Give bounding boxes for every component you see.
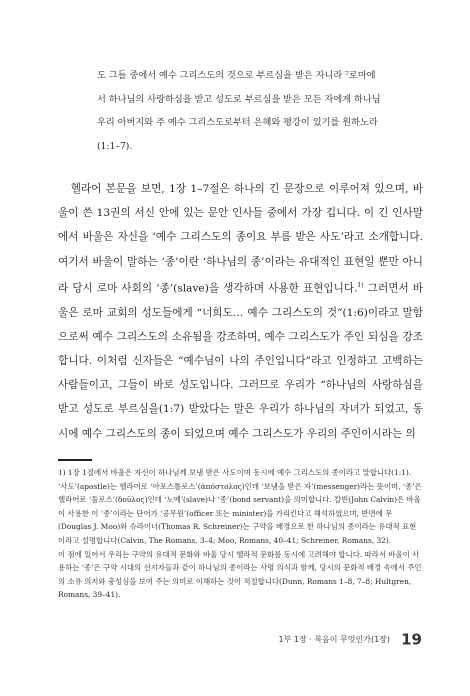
- body-paragraph-part1: 헬라어 본문을 보면, 1장 1–7절은 하나의 긴 문장으로 이루어져 있으며, 바울이 쓴 13권의 서신 안에 있는 문안 인사들 중에서 가장 깁니다. 이 긴 인사말에서 바울은 자신을 ‘예수 그리스도의 종이요 부름 받은 사도’라고 소개합니다. 여기서 바울이 말하는 ‘종’이란 ‘하나님의 종’이라는 유대적인 표현일 뿐만 아니라 당시 로마 사회의 ‘종’(slave)을 생각하며 사용한 표현입니다.: [58, 183, 423, 295]
- page-footer: [279, 629, 422, 649]
- scripture-quote: [97, 64, 407, 158]
- footnote-1: 1) 1장 1절에서 바울은 자신이 하나님께 보냄 받은 사도이며 동시에 예수 그리스도의 종이라고 말합니다(1:1). ‘사도’(apostle)는 헬라어로 ‘아포스톨로스’(ἀπόστολος)인데 ‘보냄을 받은 자’(messenger)라는 뜻이며, ‘종’은 헬라어로 ‘둘로스’(δοῦλος)인데 ‘노예’(slave)나 ‘종’(bond servant)을 의미합니다. 칼빈(John Calvin)은 바울이 사용한 이 ‘종’이라는 단어가 ‘공무원’(officer 또는 minister)을 가리킨다고 해석하였으며, 반면에 무(Douglas J. Moo)와 슈라이너(Thomas R. Schreiner)는 구약을 배경으로 한 하나님의 종이라는 유대적 표현이라고 설명합니다(Calvin, The Romans, 3–4; Moo, Romans, 40–41; Schreiner, Romans, 32).: [58, 468, 422, 545]
- body-paragraph: [58, 177, 423, 446]
- page-number: 19: [401, 630, 422, 649]
- quote-line: 우리 아버지와 주 예수 그리스도로부터 은혜와 평강이 있기를 원하노라: [97, 117, 378, 128]
- quote-line: 서 하나님의 사랑하심을 받고 성도로 부르심을 받은 모든 자에게 하나님: [97, 93, 381, 105]
- footnote-divider: [58, 459, 92, 461]
- footnote-reference: 1): [357, 281, 364, 289]
- body-paragraph-part2: 그러면서 바울은 로마 교회의 성도들에게 “너희도… 예수 그리스도의 것”(1:6)이라고 말함으로써 예수 그리스도의 소유됨을 강조하며, 예수 그리스도가 주인 되심을 강조합니다. 이처럼 신자들은 “예수님이 나의 주인입니다”라고 인정하고 고백하는 사람들이고, 그들이 바로 성도입니다. 그러므로 우리가 “하나님의 사랑하심을 받고 성도로 부르심을(1:7) 받았다는 말은 우리가 하나님의 자녀가 되었고, 동시에 예수 그리스도의 종이 되었으며 예수 그리스도가 우리의 주인이시라는 의: [58, 282, 423, 440]
- running-footer-label: 1부 1장 · 복음이 무엇인가(1장): [278, 635, 391, 644]
- footnotes: [58, 466, 422, 602]
- body-text: [58, 177, 423, 446]
- quote-line: 도 그들 중에서 예수 그리스도의 것으로 부르심을 받은 자니라 ⁷로마에: [97, 70, 376, 81]
- footnote-1-continued: 이 점에 있어서 우리는 구약의 유대적 문화와 바울 당시 헬라적 문화를 동시에 고려해야 합니다. 따라서 바울이 사용하는 ‘종’은 구약 시대의 선지자들과 같이 하나님의 종이라는 사명 의식과 함께, 당시의 문화적 배경 속에서 주인의 소유 의지와 충성심을 보여 주는 의미로 이해하는 것이 적절합니다(Dunn, Romans 1–8, 7–8; Hultgren, Romans, 39–41).: [58, 549, 422, 600]
- quote-line: (1:1–7).: [97, 140, 133, 152]
